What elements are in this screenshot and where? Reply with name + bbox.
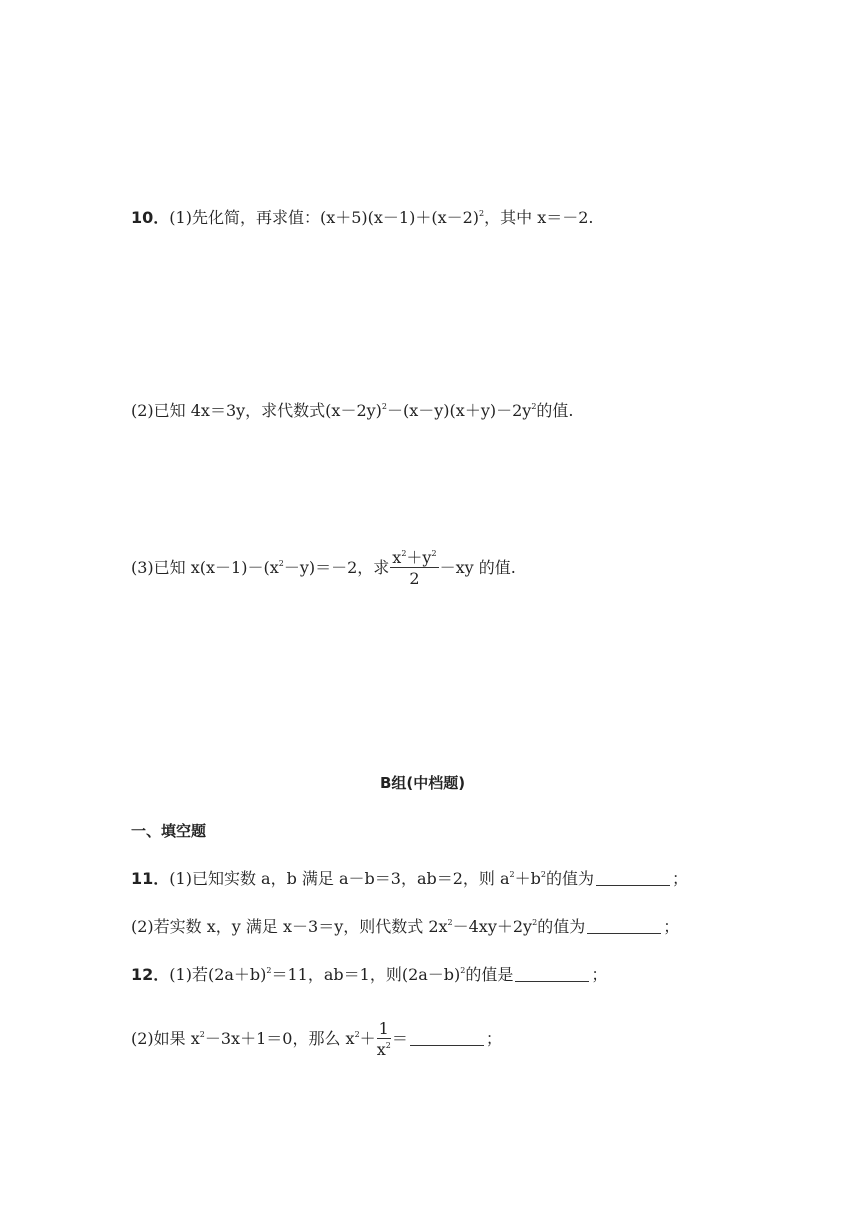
answer-blank[interactable]: [410, 1031, 484, 1046]
q11-part2-end: ；: [663, 917, 680, 936]
numerator-exp2: 2: [431, 549, 437, 558]
q10-part1-tail: ，其中 x＝－2.: [484, 208, 594, 227]
q10-part2-exp2: 2: [531, 402, 537, 411]
q10-part2-text-b: －(x－y)(x＋y)－2y: [387, 401, 532, 420]
q12-part2-exp2: 2: [354, 1030, 360, 1039]
section-title: 一、填空题: [131, 822, 207, 840]
q10-part2-text-c: 的值.: [536, 401, 574, 420]
q10-part3-text-c: －xy 的值.: [439, 558, 516, 577]
q10-number: 10．: [131, 208, 170, 227]
q12-part1-exp2: 2: [460, 966, 466, 975]
q10-part3-text-a: (3)已知 x(x－1)－(x: [131, 558, 279, 577]
q10-part2-text-a: (2)已知 4x＝3y，求代数式(x－2y): [131, 401, 382, 420]
q12-part1-text-a: (1)若(2a＋b): [169, 965, 267, 984]
q11-part1-exp2: 2: [540, 870, 546, 879]
q12-part2-fraction: [377, 1021, 391, 1058]
denominator-x: x: [376, 1040, 386, 1059]
numerator-x: x: [392, 548, 402, 567]
q11-part2-text-c: 的值为: [537, 917, 586, 936]
q12-part2-text-b: －3x＋1＝0，那么 x: [204, 1029, 355, 1048]
q11-part1-text-b: ＋b: [514, 869, 541, 888]
group-title: B组(中档题): [380, 774, 466, 792]
fraction-denominator: 2: [409, 569, 420, 588]
q10-part2: [131, 401, 574, 421]
q12-part1: [131, 965, 607, 985]
q11-part1: [131, 869, 688, 889]
q11-part1-text-a: (1)已知实数 a，b 满足 a－b＝3，ab＝2，则 a: [169, 869, 510, 888]
q10-part1-exp: 2: [479, 209, 485, 218]
q11-part1-exp1: 2: [509, 870, 515, 879]
q11-part2-text-a: (2)若实数 x，y 满足 x－3＝y，则代数式 2x: [131, 917, 448, 936]
fraction-numerator: 1: [378, 1019, 389, 1038]
answer-blank[interactable]: [596, 871, 670, 886]
q12-part1-end: ；: [591, 965, 608, 984]
q11-part2-exp2: 2: [532, 918, 538, 927]
q12-part1-text-b: ＝11，ab＝1，则(2a－b): [271, 965, 461, 984]
fraction-numerator: [390, 550, 438, 568]
q11-part1-text-c: 的值为: [545, 869, 594, 888]
q11-part2-exp1: 2: [447, 918, 453, 927]
denominator-exp: 2: [385, 1041, 391, 1050]
answer-blank[interactable]: [515, 967, 589, 982]
q10-part1: [131, 208, 594, 228]
fraction-denominator: [377, 1039, 391, 1058]
numerator-y: ＋y: [406, 548, 432, 567]
q12-part1-text-c: 的值是: [465, 965, 514, 984]
q10-part2-exp1: 2: [381, 402, 387, 411]
q11-part1-end: ；: [672, 869, 689, 888]
q12-part2-text-a: (2)如果 x: [131, 1029, 200, 1048]
q12-part2-end: ；: [485, 1029, 502, 1048]
answer-blank[interactable]: [587, 919, 661, 934]
q12-part2-text-d: ＝: [391, 1029, 408, 1048]
q10-part3-fraction: [390, 550, 438, 587]
q10-part3-exp1: 2: [278, 559, 284, 568]
numerator-exp1: 2: [401, 549, 407, 558]
q12-part2-text-c: ＋: [359, 1029, 376, 1048]
q12-part2: [131, 1019, 502, 1059]
q10-part3-text-b: －y)＝－2，求: [283, 558, 390, 577]
q11-part2-text-b: －4xy＋2y: [452, 917, 533, 936]
q12-number: 12．: [131, 965, 170, 984]
q12-part2-exp1: 2: [199, 1030, 205, 1039]
q11-part2: [131, 917, 679, 937]
q10-part1-text: (1)先化简，再求值：(x＋5)(x－1)＋(x－2): [169, 208, 480, 227]
q12-part1-exp1: 2: [266, 966, 272, 975]
q10-part3: [131, 548, 516, 588]
q11-number: 11．: [131, 869, 170, 888]
